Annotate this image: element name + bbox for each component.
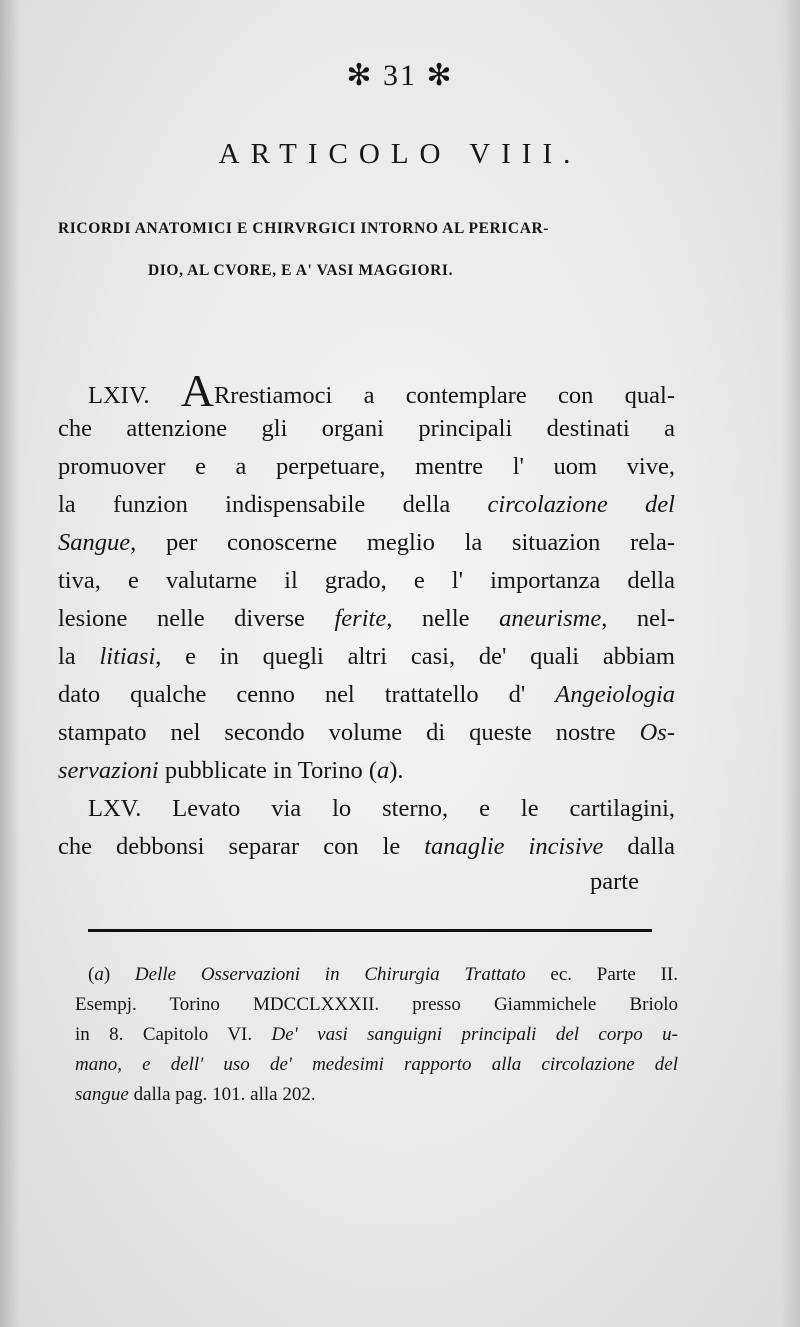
body-line-8: la litiasi, e in quegli altri casi, de' quali abbiam: [58, 643, 675, 670]
body-line-4: la funzion indispensabile della circolazione del: [58, 491, 675, 518]
body-line-13: che debbonsi separar con le tanaglie incisive dalla: [58, 833, 675, 860]
page-edge-shadow-right: [782, 0, 800, 1327]
body-line-1: LXIV. ARrestiamoci a contemplare con qual-: [88, 365, 675, 416]
footnote-rule: [88, 929, 652, 932]
catchword: parte: [590, 868, 639, 895]
body-line-10: stampato nel secondo volume di queste nostre Os-: [58, 719, 675, 746]
footnote-line-1: (a) Delle Osservazioni in Chirurgia Trattato ec. Parte II.: [88, 964, 679, 985]
footnote-line-5: sangue dalla pag. 101. alla 202.: [75, 1084, 316, 1105]
footnote-line-4: mano, e dell' uso de' medesimi rapporto alla circolazione del: [75, 1054, 678, 1075]
body-line-11: servazioni pubblicate in Torino (a).: [58, 757, 404, 784]
article-subtitle-line-1: RICORDI ANATOMICI E CHIRVRGICI INTORNO AL PERICAR-: [58, 220, 550, 237]
article-subtitle-line-2: DIO, AL CVORE, E A' VASI MAGGIORI.: [148, 262, 454, 279]
body-line-9: dato qualche cenno nel trattatello d' Angeiologia: [58, 681, 675, 708]
body-line-5: Sangue, per conoscerne meglio la situazion rela-: [58, 529, 675, 556]
body-line-6: tiva, e valutarne il grado, e l' importanza della: [58, 567, 675, 594]
footnote-line-2: Esempj. Torino MDCCLXXXII. presso Giammichele Briolo: [75, 994, 678, 1015]
footnote-line-3: in 8. Capitolo VI. De' vasi sanguigni principali del corpo u-: [75, 1024, 678, 1045]
body-line-12: LXV. Levato via lo sterno, e le cartilagini,: [88, 795, 675, 822]
body-line-3: promuover e a perpetuare, mentre l' uom vive,: [58, 453, 675, 480]
body-line-2: che attenzione gli organi principali destinati a: [58, 415, 675, 442]
page-edge-shadow-left: [0, 0, 20, 1327]
page-number: ✻ 31 ✻: [346, 59, 454, 92]
body-line-7: lesione nelle diverse ferite, nelle aneurisme, nel-: [58, 605, 675, 632]
article-title: ARTICOLO VIII.: [218, 138, 582, 170]
